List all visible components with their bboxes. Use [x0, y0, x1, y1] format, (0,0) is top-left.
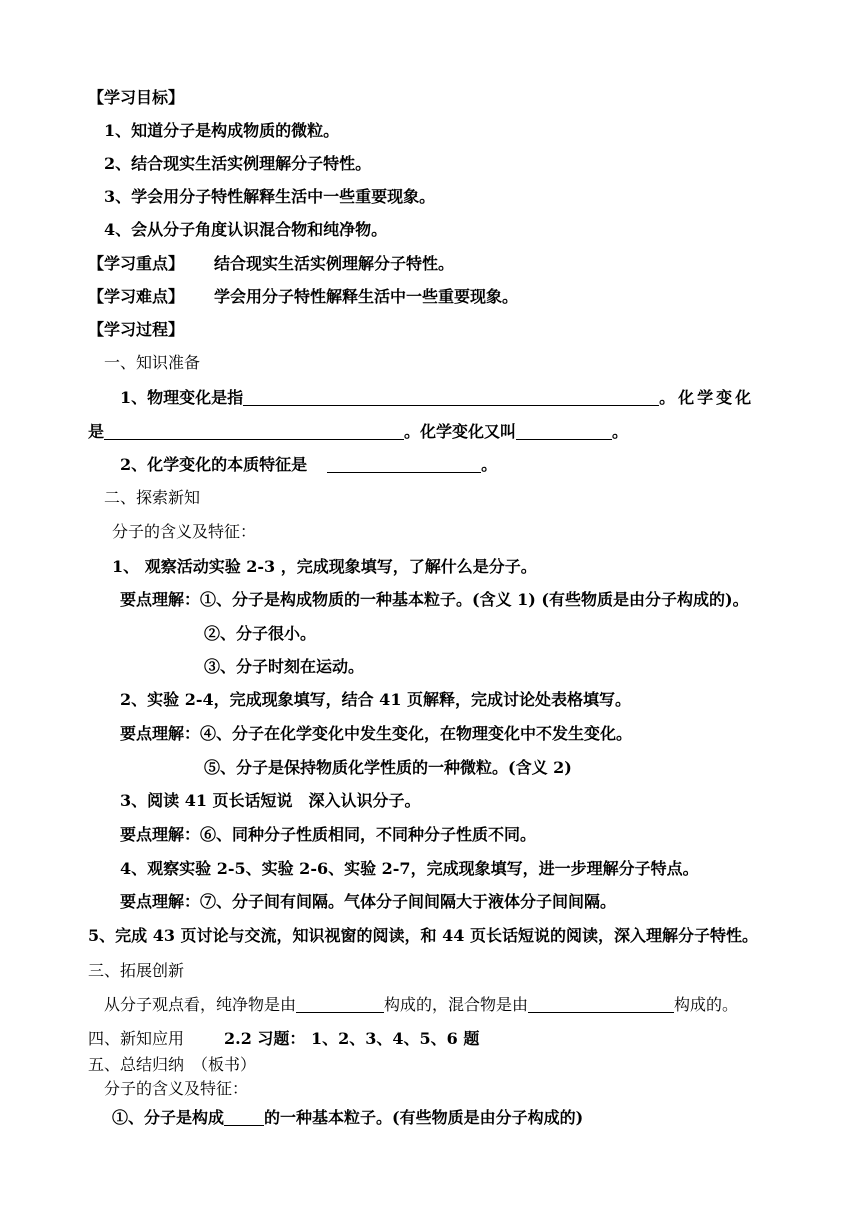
q1-mid: 。化学变化: [659, 388, 755, 407]
section1-q2: [120, 455, 497, 475]
objective-item: 4、会从分子角度认识混合物和纯净物。: [104, 220, 388, 239]
section3-sentence: [104, 995, 738, 1015]
blank-mixture[interactable]: [528, 996, 674, 1013]
objectives-heading: 【学习目标】: [88, 88, 185, 107]
point-7: ⑦、分子间有间隔。气体分子间间隔大于液体分子间间隔。: [200, 892, 617, 911]
objective-item: 1、知道分子是构成物质的微粒。: [104, 121, 340, 140]
s3-end: 构成的。: [674, 995, 739, 1014]
blank-chemical-change-alias[interactable]: [516, 423, 612, 440]
s5-start: ①、分子是构成: [112, 1108, 225, 1127]
q1-end: 。: [612, 422, 629, 441]
q2-start: 2、化学变化的本质特征是: [120, 455, 308, 474]
point-row: [120, 724, 632, 744]
point-2: ②、分子很小。: [204, 624, 317, 643]
point-4: ④、分子在化学变化中发生变化，在物理变化中不发生变化。: [200, 724, 633, 743]
section1-heading: 一、知识准备: [104, 353, 201, 372]
point-6: ⑥、同种分子性质相同，不同种分子性质不同。: [200, 825, 537, 844]
section2-item2: 2、实验 2-4，完成现象填写，结合 41 页解释，完成讨论处表格填写。: [120, 690, 632, 709]
point-3: ③、分子时刻在运动。: [204, 657, 365, 676]
point-label: 要点理解：: [120, 590, 201, 609]
objective-item: 3、学会用分子特性解释生活中一些重要现象。: [104, 187, 436, 206]
point-row: [120, 590, 749, 610]
point-5: ⑤、分子是保持物质化学性质的一种微粒。(含义 2): [204, 758, 572, 777]
section4-heading: 四、新知应用: [88, 1029, 185, 1048]
point-label: 要点理解：: [120, 825, 201, 844]
section3-heading: 三、拓展创新: [88, 961, 185, 980]
section2-item5: 5、完成 43 页讨论与交流，知识视窗的阅读，和 44 页长话短说的阅读，深入理解分子特性。: [88, 926, 758, 945]
section5-heading: 五、总结归纳 （板书）: [88, 1055, 257, 1074]
q1-cont: 是: [88, 422, 105, 441]
key-point-label: 【学习重点】: [88, 254, 185, 273]
q2-end: 。: [481, 455, 498, 474]
q1-start: 1、物理变化是指: [120, 388, 244, 407]
section4-row: [88, 1029, 479, 1049]
blank-pure-substance[interactable]: [296, 996, 384, 1013]
process-heading: 【学习过程】: [88, 320, 185, 339]
q1-mid2: 。化学变化又叫: [404, 422, 517, 441]
blank-summary[interactable]: [224, 1109, 264, 1126]
section2-item3: 3、阅读 41 页长话短说 深入认识分子。: [120, 791, 421, 810]
section2-heading: 二、探索新知: [104, 488, 201, 507]
point-label: 要点理解：: [120, 892, 201, 911]
difficulty-row: [88, 287, 518, 307]
point-row: [120, 825, 536, 845]
section1-q1-cont: [88, 422, 628, 442]
key-point-row: [88, 254, 454, 274]
section5-subheading: 分子的含义及特征：: [104, 1079, 249, 1098]
point-row: [120, 892, 616, 912]
blank-physical-change[interactable]: [243, 389, 659, 406]
s3-mid: 构成的，混合物是由: [384, 995, 529, 1014]
section4-text: 2.2 习题： 1、2、3、4、5、6 题: [224, 1029, 480, 1048]
s3-start: 从分子观点看，纯净物是由: [104, 995, 297, 1014]
key-point-text: 结合现实生活实例理解分子特性。: [214, 254, 455, 273]
point-1: ①、分子是构成物质的一种基本粒子。(含义 1) (有些物质是由分子构成的)。: [200, 590, 749, 609]
section5-sentence: [112, 1108, 583, 1128]
blank-essential-feature[interactable]: [327, 456, 481, 473]
point-label: 要点理解：: [120, 724, 201, 743]
blank-chemical-change[interactable]: [104, 423, 404, 440]
section2-subheading: 分子的含义及特征：: [112, 522, 257, 541]
section1-q1: [120, 388, 754, 408]
section2-item1: 1、 观察活动实验 2-3 ，完成现象填写，了解什么是分子。: [112, 557, 537, 576]
section2-item4: 4、观察实验 2-5、实验 2-6、实验 2-7，完成现象填写，进一步理解分子特点。: [120, 859, 699, 878]
s5-end: 的一种基本粒子。(有些物质是由分子构成的): [264, 1108, 584, 1127]
difficulty-label: 【学习难点】: [88, 287, 185, 306]
objective-item: 2、结合现实生活实例理解分子特性。: [104, 154, 372, 173]
difficulty-text: 学会用分子特性解释生活中一些重要现象。: [214, 287, 519, 306]
